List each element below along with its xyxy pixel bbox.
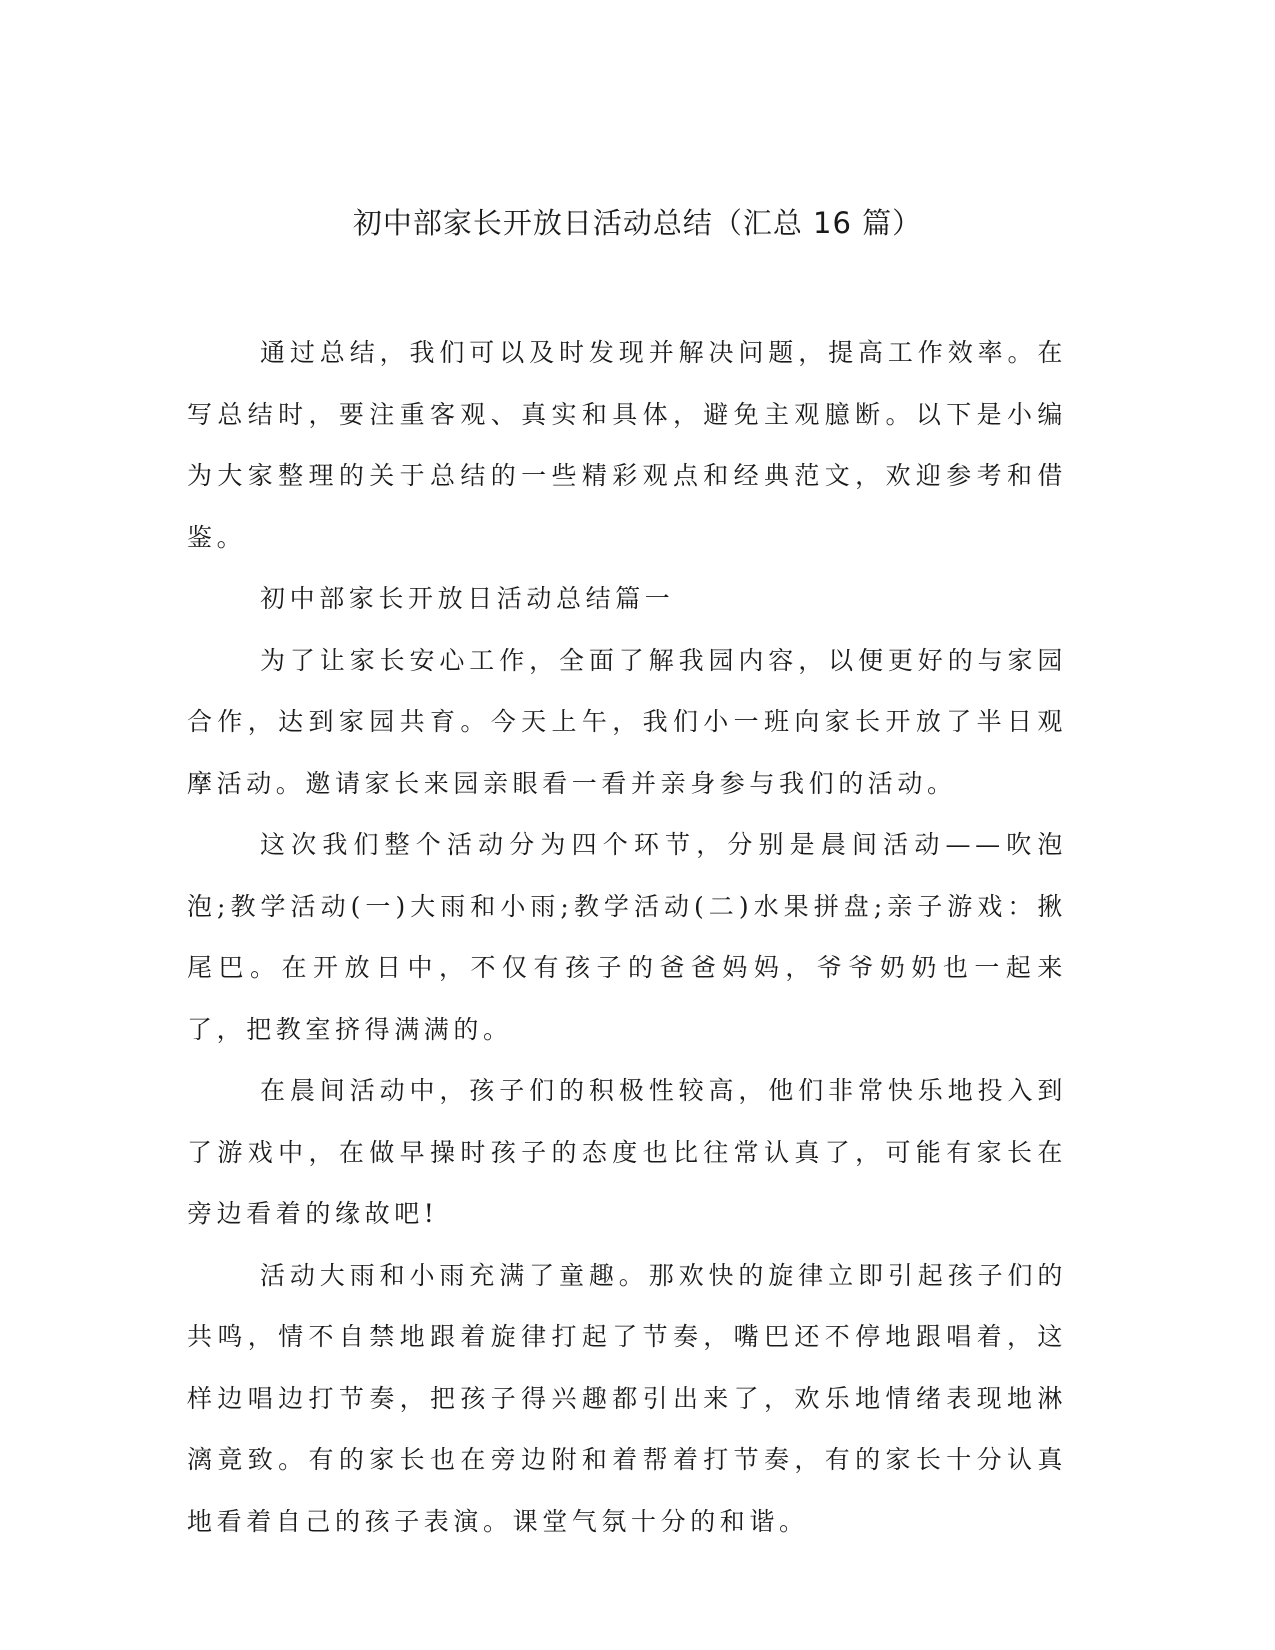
document-body xyxy=(187,322,1067,1552)
body-paragraph: 这次我们整个活动分为四个环节，分别是晨间活动——吹泡泡;教学活动(一)大雨和小雨;教学活动(二)水果拼盘;亲子游戏：揪尾巴。在开放日中，不仅有孩子的爸爸妈妈，爷爷奶奶也一起来了，把教室挤得满满的。 xyxy=(187,830,1067,1044)
body-paragraph: 为了让家长安心工作，全面了解我园内容，以便更好的与家园合作，达到家园共育。今天上午，我们小一班向家长开放了半日观摩活动。邀请家长来园亲眼看一看并亲身参与我们的活动。 xyxy=(187,645,1067,798)
section-heading: 初中部家长开放日活动总结篇一 xyxy=(260,584,675,613)
intro-paragraph: 通过总结，我们可以及时发现并解决问题，提高工作效率。在写总结时，要注重客观、真实和具体，避免主观臆断。以下是小编为大家整理的关于总结的一些精彩观点和经典范文，欢迎参考和借鉴。 xyxy=(187,338,1067,552)
document-title: 初中部家长开放日活动总结（汇总 16 篇） xyxy=(352,206,923,240)
body-paragraph: 在晨间活动中，孩子们的积极性较高，他们非常快乐地投入到了游戏中，在做早操时孩子的态度也比往常认真了，可能有家长在旁边看着的缘故吧! xyxy=(187,1076,1067,1228)
body-paragraph: 活动大雨和小雨充满了童趣。那欢快的旋律立即引起孩子们的共鸣，情不自禁地跟着旋律打起了节奏，嘴巴还不停地跟唱着，这样边唱边打节奏，把孩子得兴趣都引出来了，欢乐地情绪表现地淋漓竟致。有的家长也在旁边附和着帮着打节奏，有的家长十分认真地看着自己的孩子表演。课堂气氛十分的和谐。 xyxy=(187,1260,1067,1536)
